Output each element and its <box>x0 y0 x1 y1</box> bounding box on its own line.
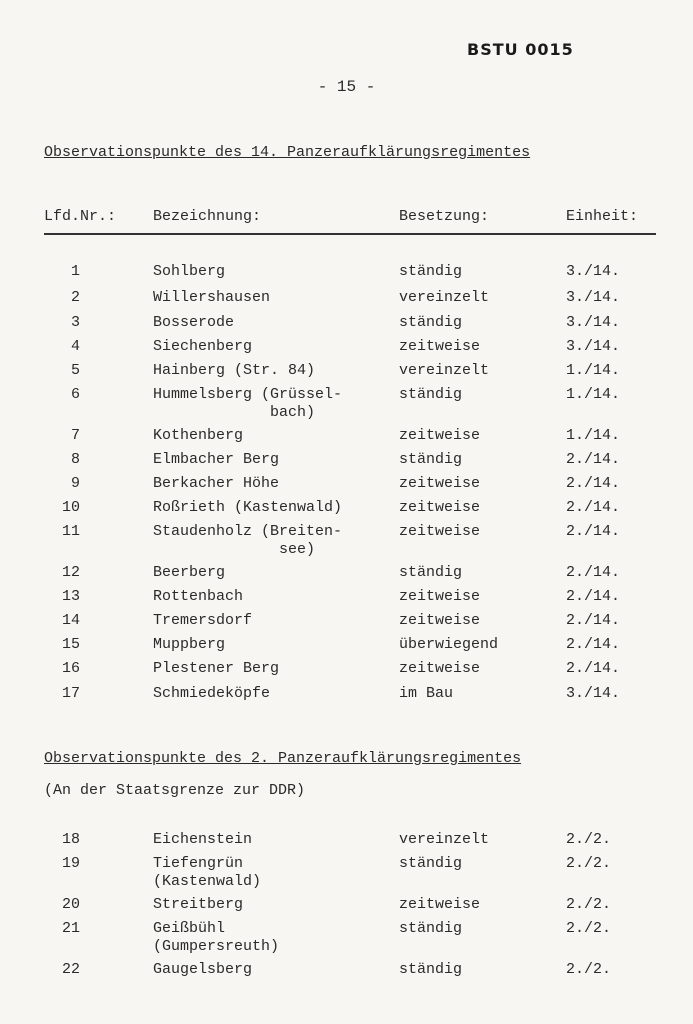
row-number: 9 <box>70 475 80 492</box>
row-einheit: 3./14. <box>566 289 621 306</box>
row-name: Hainberg (Str. 84) <box>153 362 316 379</box>
archive-stamp: BSTU 0015 <box>467 40 574 59</box>
row-number: 22 <box>61 961 80 978</box>
column-header-nr: Lfd.Nr.: <box>44 208 117 225</box>
row-besetzung: ständig <box>399 263 463 280</box>
row-name: Sohlberg <box>153 263 226 280</box>
row-besetzung: ständig <box>399 314 463 331</box>
row-name: Plestener Berg <box>153 660 280 677</box>
row-name: Beerberg <box>153 564 226 581</box>
row-name: Kothenberg <box>153 427 244 444</box>
row-number: 16 <box>61 660 80 677</box>
row-name: Bosserode <box>153 314 235 331</box>
row-einheit: 2./14. <box>566 588 621 605</box>
row-number: 7 <box>70 427 80 444</box>
row-number: 4 <box>70 338 80 355</box>
row-besetzung: ständig <box>399 564 463 581</box>
row-einheit: 3./14. <box>566 338 621 355</box>
row-number: 18 <box>61 831 80 848</box>
row-name: Tremersdorf <box>153 612 253 629</box>
row-einheit: 2./2. <box>566 831 612 848</box>
row-einheit: 2./14. <box>566 499 621 516</box>
row-besetzung: vereinzelt <box>399 289 490 306</box>
row-besetzung: zeitweise <box>399 660 481 677</box>
row-number: 5 <box>70 362 80 379</box>
section2-title: Observationspunkte des 2. Panzeraufklärungsregimentes <box>44 750 522 767</box>
row-einheit: 1./14. <box>566 427 621 444</box>
row-einheit: 1./14. <box>566 386 621 403</box>
row-besetzung: ständig <box>399 961 463 978</box>
row-besetzung: zeitweise <box>399 612 481 629</box>
row-name: Elmbacher Berg <box>153 451 280 468</box>
row-name: Eichenstein <box>153 831 253 848</box>
row-number: 17 <box>61 685 80 702</box>
row-number: 13 <box>61 588 80 605</box>
section1-title: Observationspunkte des 14. Panzeraufklärungsregimentes <box>44 144 531 161</box>
row-einheit: 1./14. <box>566 362 621 379</box>
row-name: Streitberg <box>153 896 244 913</box>
row-number: 19 <box>61 855 80 872</box>
row-name: Siechenberg <box>153 338 253 355</box>
column-header-name: Bezeichnung: <box>153 208 262 225</box>
row-einheit: 3./14. <box>566 685 621 702</box>
row-number: 21 <box>61 920 80 937</box>
row-einheit: 2./14. <box>566 451 621 468</box>
row-einheit: 2./2. <box>566 896 612 913</box>
row-besetzung: zeitweise <box>399 475 481 492</box>
page-number: - 15 - <box>317 78 376 96</box>
row-einheit: 2./14. <box>566 612 621 629</box>
row-number: 2 <box>70 289 80 306</box>
row-besetzung: zeitweise <box>399 523 481 540</box>
row-name: Muppberg <box>153 636 226 653</box>
row-besetzung: zeitweise <box>399 338 481 355</box>
row-name: Schmiedeköpfe <box>153 685 271 702</box>
row-besetzung: zeitweise <box>399 499 481 516</box>
row-einheit: 3./14. <box>566 314 621 331</box>
row-name-continuation: (Gumpersreuth) <box>153 938 280 955</box>
row-einheit: 3./14. <box>566 263 621 280</box>
row-einheit: 2./14. <box>566 564 621 581</box>
row-einheit: 2./14. <box>566 523 621 540</box>
row-number: 6 <box>70 386 80 403</box>
row-name-continuation: bach) <box>270 404 316 421</box>
row-name-continuation: (Kastenwald) <box>153 873 262 890</box>
row-besetzung: überwiegend <box>399 636 499 653</box>
row-einheit: 2./2. <box>566 961 612 978</box>
row-einheit: 2./14. <box>566 660 621 677</box>
row-name: Willershausen <box>153 289 271 306</box>
row-number: 20 <box>61 896 80 913</box>
row-einheit: 2./2. <box>566 920 612 937</box>
row-besetzung: zeitweise <box>399 588 481 605</box>
row-name-continuation: see) <box>279 541 316 558</box>
section2-subtitle: (An der Staatsgrenze zur DDR) <box>44 782 306 799</box>
row-besetzung: ständig <box>399 451 463 468</box>
column-header-besetzung: Besetzung: <box>399 208 490 225</box>
row-number: 1 <box>70 263 80 280</box>
row-number: 10 <box>61 499 80 516</box>
row-number: 11 <box>61 523 80 540</box>
row-besetzung: vereinzelt <box>399 362 490 379</box>
row-einheit: 2./14. <box>566 636 621 653</box>
row-einheit: 2./14. <box>566 475 621 492</box>
row-besetzung: im Bau <box>399 685 454 702</box>
column-header-einheit: Einheit: <box>566 208 639 225</box>
row-besetzung: vereinzelt <box>399 831 490 848</box>
row-number: 15 <box>61 636 80 653</box>
row-name: Tiefengrün <box>153 855 244 872</box>
row-name: Roßrieth (Kastenwald) <box>153 499 343 516</box>
row-einheit: 2./2. <box>566 855 612 872</box>
row-name: Hummelsberg (Grüssel- <box>153 386 343 403</box>
row-besetzung: ständig <box>399 920 463 937</box>
row-number: 12 <box>61 564 80 581</box>
row-besetzung: zeitweise <box>399 427 481 444</box>
header-rule <box>44 233 656 235</box>
row-number: 8 <box>70 451 80 468</box>
row-besetzung: ständig <box>399 386 463 403</box>
row-name: Staudenholz (Breiten- <box>153 523 343 540</box>
row-number: 14 <box>61 612 80 629</box>
row-besetzung: ständig <box>399 855 463 872</box>
row-name: Gaugelsberg <box>153 961 253 978</box>
row-name: Geißbühl <box>153 920 226 937</box>
row-number: 3 <box>70 314 80 331</box>
row-name: Rottenbach <box>153 588 244 605</box>
row-name: Berkacher Höhe <box>153 475 280 492</box>
row-besetzung: zeitweise <box>399 896 481 913</box>
